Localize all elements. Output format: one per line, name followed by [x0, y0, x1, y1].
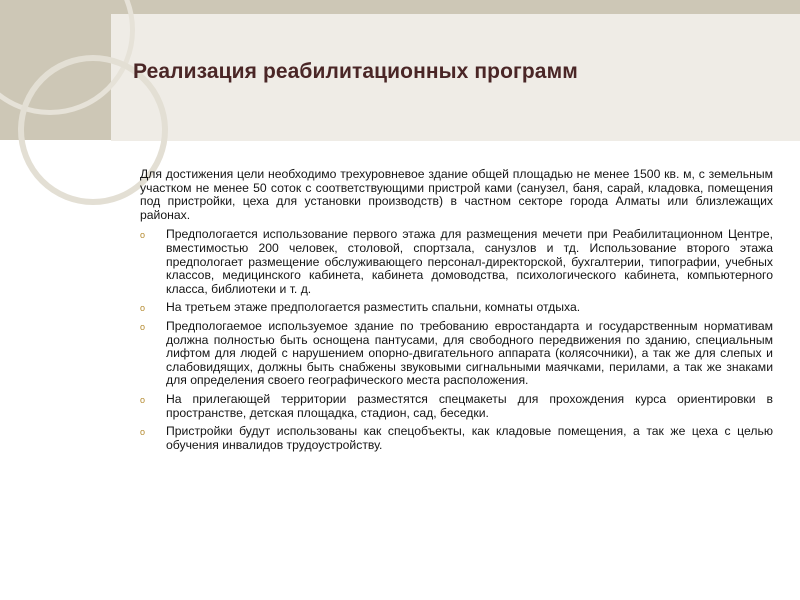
list-item-text: Предпологается использование первого этажа для размещения мечети при Реабилитационном Центре, вместимостью 200 человек, столовой, спортзала, санузлов и тд. Использование второго этажа предпологает размещение обслуживающего персонал-директорской, бухгалтерии, типографии, учебных классов, медицинского кабинета, кабинета домоводства, психологического кабинета, компьютерного класса, библиотеки и т. д.	[166, 227, 773, 296]
list-item	[140, 320, 773, 388]
intro-paragraph: Для достижения цели необходимо трехуровневое здание общей площадью не менее 1500 кв. м, с земельным участком не менее 50 соток с соответствующими пристрой ками (санузел, баня, сарай, кладовка, помещения под пристройки, цеха для установки производств) в частном секторе города Алматы или близлежащих районах.	[140, 167, 773, 222]
list-item-text: На прилегающей территории разместятся спецмакеты для прохождения курса ориентировки в пространстве, детская площадка, стадион, сад, беседки.	[166, 391, 773, 420]
bullet-ring-icon: o	[140, 321, 146, 332]
list-item-text: Предпологаемое используемое здание по требованию евростандарта и государственным нормативам должна полностью быть оснощена пантусами, для свободного передвижения по зданию, специальным лифтом для людей с нарушением опорно-двигательного аппарата (колясочники), а так же для слепых и слабовидящих, должны быть снабжены звуковыми сигнальными маячками, перилами, а так же знаками для определения своего географического места расположения.	[166, 318, 773, 388]
slide-title: Реализация реабилитационных программ	[133, 60, 578, 83]
slide-body	[140, 168, 773, 457]
bullet-ring-icon: o	[140, 394, 146, 405]
list-item	[140, 301, 773, 315]
list-item	[140, 425, 773, 452]
bullet-ring-icon: o	[140, 230, 146, 241]
bullet-ring-icon: o	[140, 303, 146, 314]
list-item-text: Пристройки будут использованы как спецобъекты, как кладовые помещения, а так же цеха с целью обучения инвалидов трудоустройству.	[166, 424, 773, 452]
bullet-list	[140, 228, 773, 452]
list-item	[140, 228, 773, 296]
bullet-ring-icon: o	[140, 427, 146, 438]
list-item-text: На третьем этаже предпологается разместить спальни, комнаты отдыха.	[166, 300, 581, 315]
list-item	[140, 393, 773, 420]
